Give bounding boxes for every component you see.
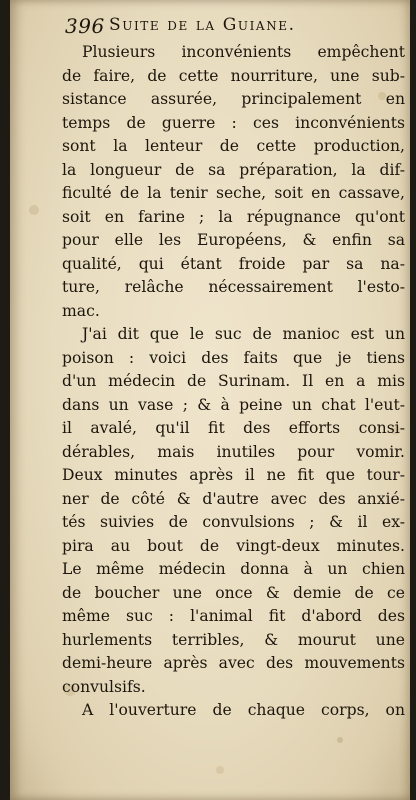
text-line: ner de côté & d'autre avec des anxié- (62, 489, 405, 508)
text-line: mac. (62, 301, 100, 320)
text-line: A l'ouverture de chaque corps, on (82, 701, 405, 719)
text-line: sont la lenteur de cette production, (62, 137, 405, 155)
paragraph-2 (62, 323, 405, 699)
text-line: pira au bout de vingt-deux minutes. (62, 536, 405, 555)
text-line: convulsifs. (62, 677, 146, 696)
text-line: ture, relâche nécessairement l'esto- (62, 278, 405, 296)
paragraph-1 (62, 41, 405, 323)
text-line: pour elle les Européens, & enfin sa (62, 231, 405, 249)
text-line: de boucher une once & demie de ce (62, 583, 405, 602)
page-header (65, 14, 385, 38)
text-line: soit en farine ; la répugnance qu'ont (62, 207, 405, 226)
text-line: Plusieurs inconvénients empêchent (82, 43, 405, 61)
body-text (62, 41, 405, 723)
text-line: il avalé, qu'il fit des efforts consi- (62, 419, 405, 437)
text-line: d'un médecin de Surinam. Il en a mis (62, 372, 405, 390)
text-line: tés suivies de convulsions ; & il ex- (62, 513, 405, 531)
paragraph-3 (62, 699, 405, 723)
text-line: ficulté de la tenir seche, soit en cassave, (62, 184, 405, 202)
text-line: J'ai dit que le suc de manioc est un (82, 325, 405, 343)
text-line: temps de guerre : ces inconvénients (62, 113, 405, 132)
text-line: Le même médecin donna à un chien (62, 560, 405, 578)
text-line: dans un vase ; & à peine un chat l'eut- (62, 395, 405, 414)
text-line: de faire, de cette nourriture, une sub- (62, 66, 405, 85)
text-line: la longueur de sa préparation, la dif- (62, 160, 405, 179)
text-line: hurlements terribles, & mourut une (62, 630, 405, 649)
text-line: qualité, qui étant froide par sa na- (62, 254, 405, 273)
text-line: demi-heure après avec des mouvements (62, 654, 405, 672)
text-line: dérables, mais inutiles pour vomir. (62, 442, 405, 461)
text-line: même suc : l'animal fit d'abord des (62, 607, 405, 625)
text-line: poison : voici des faits que je tiens (62, 348, 405, 367)
text-line: Deux minutes après il ne fit que tour- (62, 466, 405, 484)
running-head: Suite de la Guiane. (109, 15, 296, 35)
page-number: 396 (65, 14, 105, 38)
book-page (10, 0, 410, 800)
text-line: sistance assurée, principalement en (62, 90, 405, 108)
